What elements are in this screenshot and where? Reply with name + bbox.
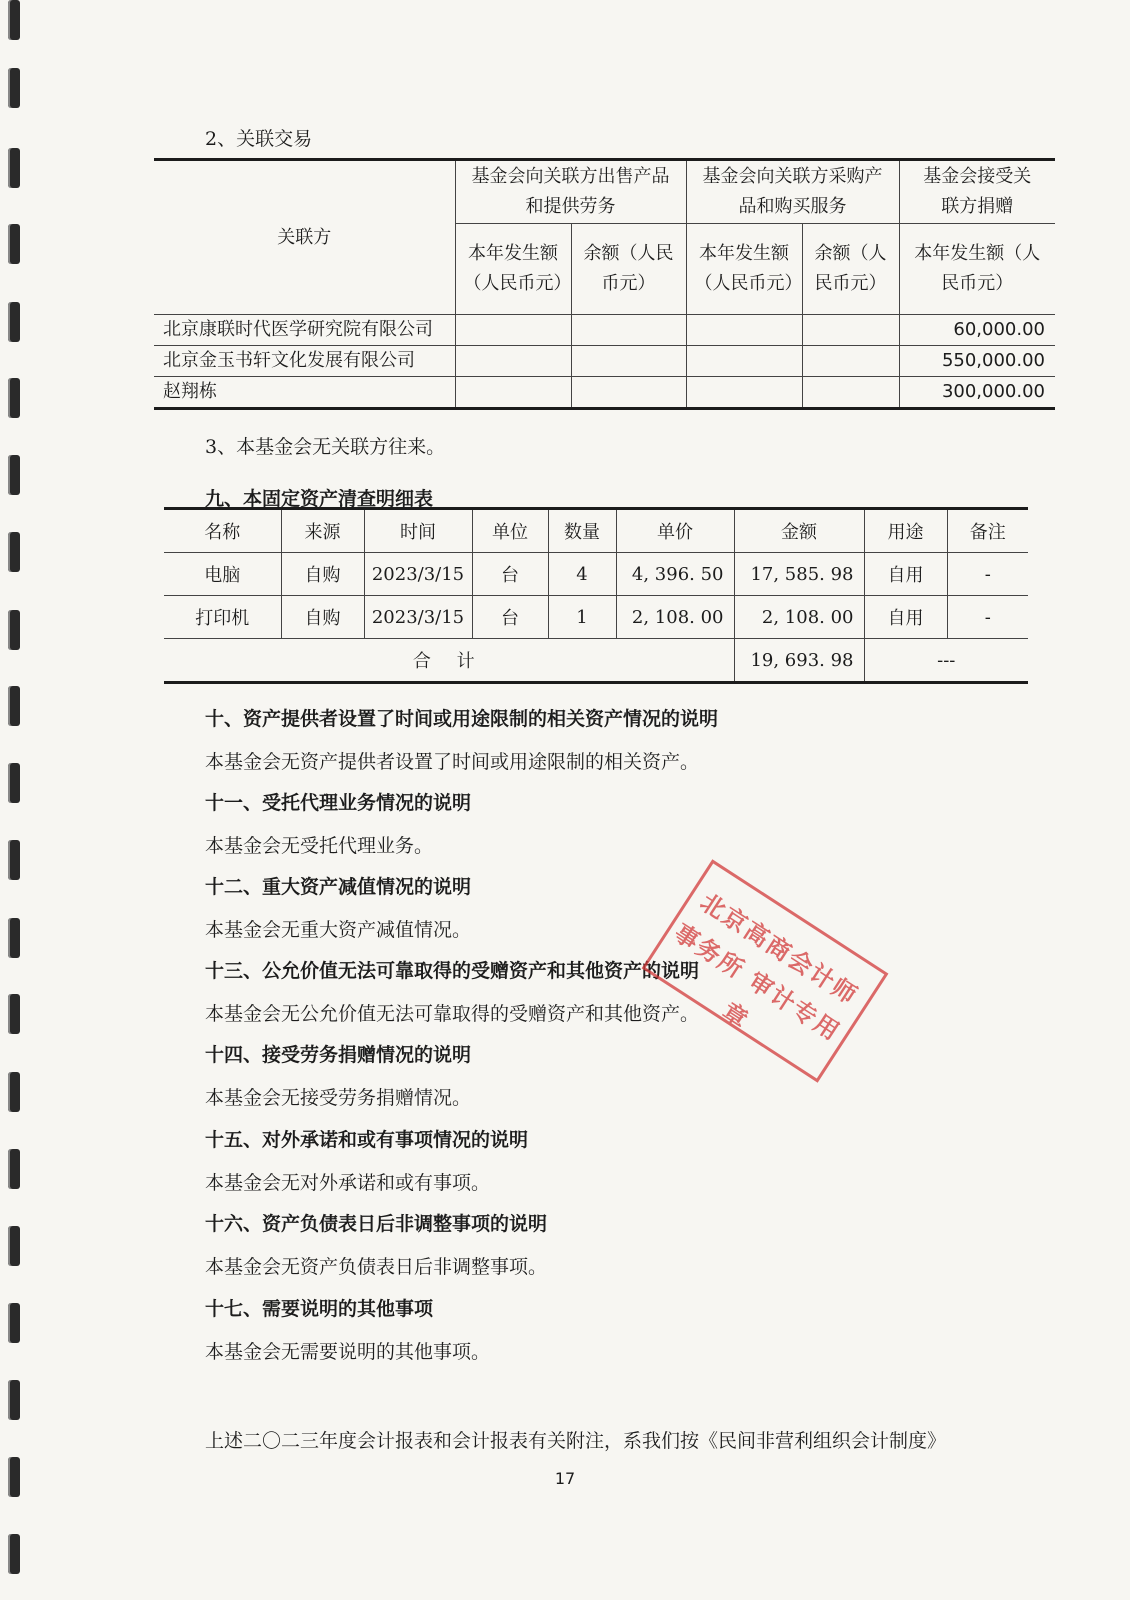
donation-amount: 300,000.00	[899, 377, 1055, 409]
section-11-body: 本基金会无受托代理业务。	[205, 835, 434, 857]
col-header: 名称	[164, 509, 281, 553]
section-16-body: 本基金会无资产负债表日后非调整事项。	[205, 1256, 548, 1278]
fixed-assets-table	[164, 507, 1028, 684]
asset-remark: -	[947, 553, 1028, 596]
donation-amount: 60,000.00	[899, 315, 1055, 346]
donation-amount: 550,000.00	[899, 346, 1055, 377]
header-buy-group: 基金会向关联方采购产品和购买服务	[686, 160, 899, 224]
table-row	[154, 346, 1055, 377]
total-amount: 19, 693. 98	[734, 639, 864, 683]
header-buy-current: 本年发生额（人民币元）	[686, 224, 802, 315]
related-transactions-title: 2、关联交易	[205, 128, 313, 150]
asset-unit: 台	[472, 553, 548, 596]
table-row	[154, 315, 1055, 346]
total-row	[164, 639, 1028, 683]
header-sell-current: 本年发生额（人民币元）	[455, 224, 571, 315]
section-13-title: 十三、公允价值无法可靠取得的受赠资产和其他资产的说明	[205, 960, 700, 982]
section-17-title: 十七、需要说明的其他事项	[205, 1298, 434, 1320]
section-15-body: 本基金会无对外承诺和或有事项。	[205, 1172, 491, 1194]
asset-price: 2, 108. 00	[616, 596, 734, 639]
section-10-title: 十、资产提供者设置了时间或用途限制的相关资产情况的说明	[205, 708, 719, 730]
section-17-body: 本基金会无需要说明的其他事项。	[205, 1341, 491, 1363]
asset-qty: 1	[548, 596, 616, 639]
col-header: 单价	[616, 509, 734, 553]
party-name: 北京金玉书轩文化发展有限公司	[154, 346, 455, 377]
asset-source: 自购	[281, 596, 364, 639]
section-14-body: 本基金会无接受劳务捐赠情况。	[205, 1087, 472, 1109]
col-header: 数量	[548, 509, 616, 553]
asset-remark: -	[947, 596, 1028, 639]
section-10-body: 本基金会无资产提供者设置了时间或用途限制的相关资产。	[205, 751, 700, 773]
related-transactions-table	[154, 158, 1055, 410]
col-header: 备注	[947, 509, 1028, 553]
asset-amount: 17, 585. 98	[734, 553, 864, 596]
asset-name: 电脑	[164, 553, 281, 596]
section-13-body: 本基金会无公允价值无法可靠取得的受赠资产和其他资产。	[205, 1003, 700, 1025]
col-header: 单位	[472, 509, 548, 553]
table-row	[164, 553, 1028, 596]
col-header: 用途	[864, 509, 947, 553]
party-name: 赵翔栋	[154, 377, 455, 409]
asset-qty: 4	[548, 553, 616, 596]
table-row	[154, 377, 1055, 409]
section-14-title: 十四、接受劳务捐赠情况的说明	[205, 1044, 472, 1066]
asset-use: 自用	[864, 596, 947, 639]
header-donation-group: 基金会接受关联方捐赠	[899, 160, 1055, 224]
header-sell-group: 基金会向关联方出售产品和提供劳务	[455, 160, 686, 224]
table-header-row	[164, 509, 1028, 553]
col-header: 金额	[734, 509, 864, 553]
asset-date: 2023/3/15	[364, 553, 472, 596]
party-name: 北京康联时代医学研究院有限公司	[154, 315, 455, 346]
header-donation-current: 本年发生额（人民币元）	[899, 224, 1055, 315]
no-related-party-note: 3、本基金会无关联方往来。	[205, 436, 446, 458]
col-header: 时间	[364, 509, 472, 553]
page-number: 17	[554, 1469, 576, 1488]
section-12-title: 十二、重大资产减值情况的说明	[205, 876, 472, 898]
asset-source: 自购	[281, 553, 364, 596]
asset-use: 自用	[864, 553, 947, 596]
header-related-party: 关联方	[154, 160, 455, 315]
table-row	[164, 596, 1028, 639]
asset-amount: 2, 108. 00	[734, 596, 864, 639]
asset-unit: 台	[472, 596, 548, 639]
section-11-title: 十一、受托代理业务情况的说明	[205, 792, 472, 814]
total-label: 合 计	[164, 639, 734, 683]
header-sell-balance: 余额（人民币元）	[571, 224, 686, 315]
header-buy-balance: 余额（人民币元）	[802, 224, 899, 315]
section-16-title: 十六、资产负债表日后非调整事项的说明	[205, 1213, 548, 1235]
binding-holes	[0, 0, 34, 1600]
total-dash: ---	[864, 639, 1028, 683]
asset-price: 4, 396. 50	[616, 553, 734, 596]
closing-text: 上述二〇二三年度会计报表和会计报表有关附注，系我们按《民间非营利组织会计制度》	[205, 1430, 947, 1452]
section-12-body: 本基金会无重大资产减值情况。	[205, 919, 472, 941]
fixed-assets-title: 九、本固定资产清查明细表	[205, 488, 434, 510]
col-header: 来源	[281, 509, 364, 553]
asset-name: 打印机	[164, 596, 281, 639]
section-15-title: 十五、对外承诺和或有事项情况的说明	[205, 1129, 529, 1151]
auditor-seal: 北京高商会计师事务所 审计专用章	[642, 859, 889, 1082]
asset-date: 2023/3/15	[364, 596, 472, 639]
